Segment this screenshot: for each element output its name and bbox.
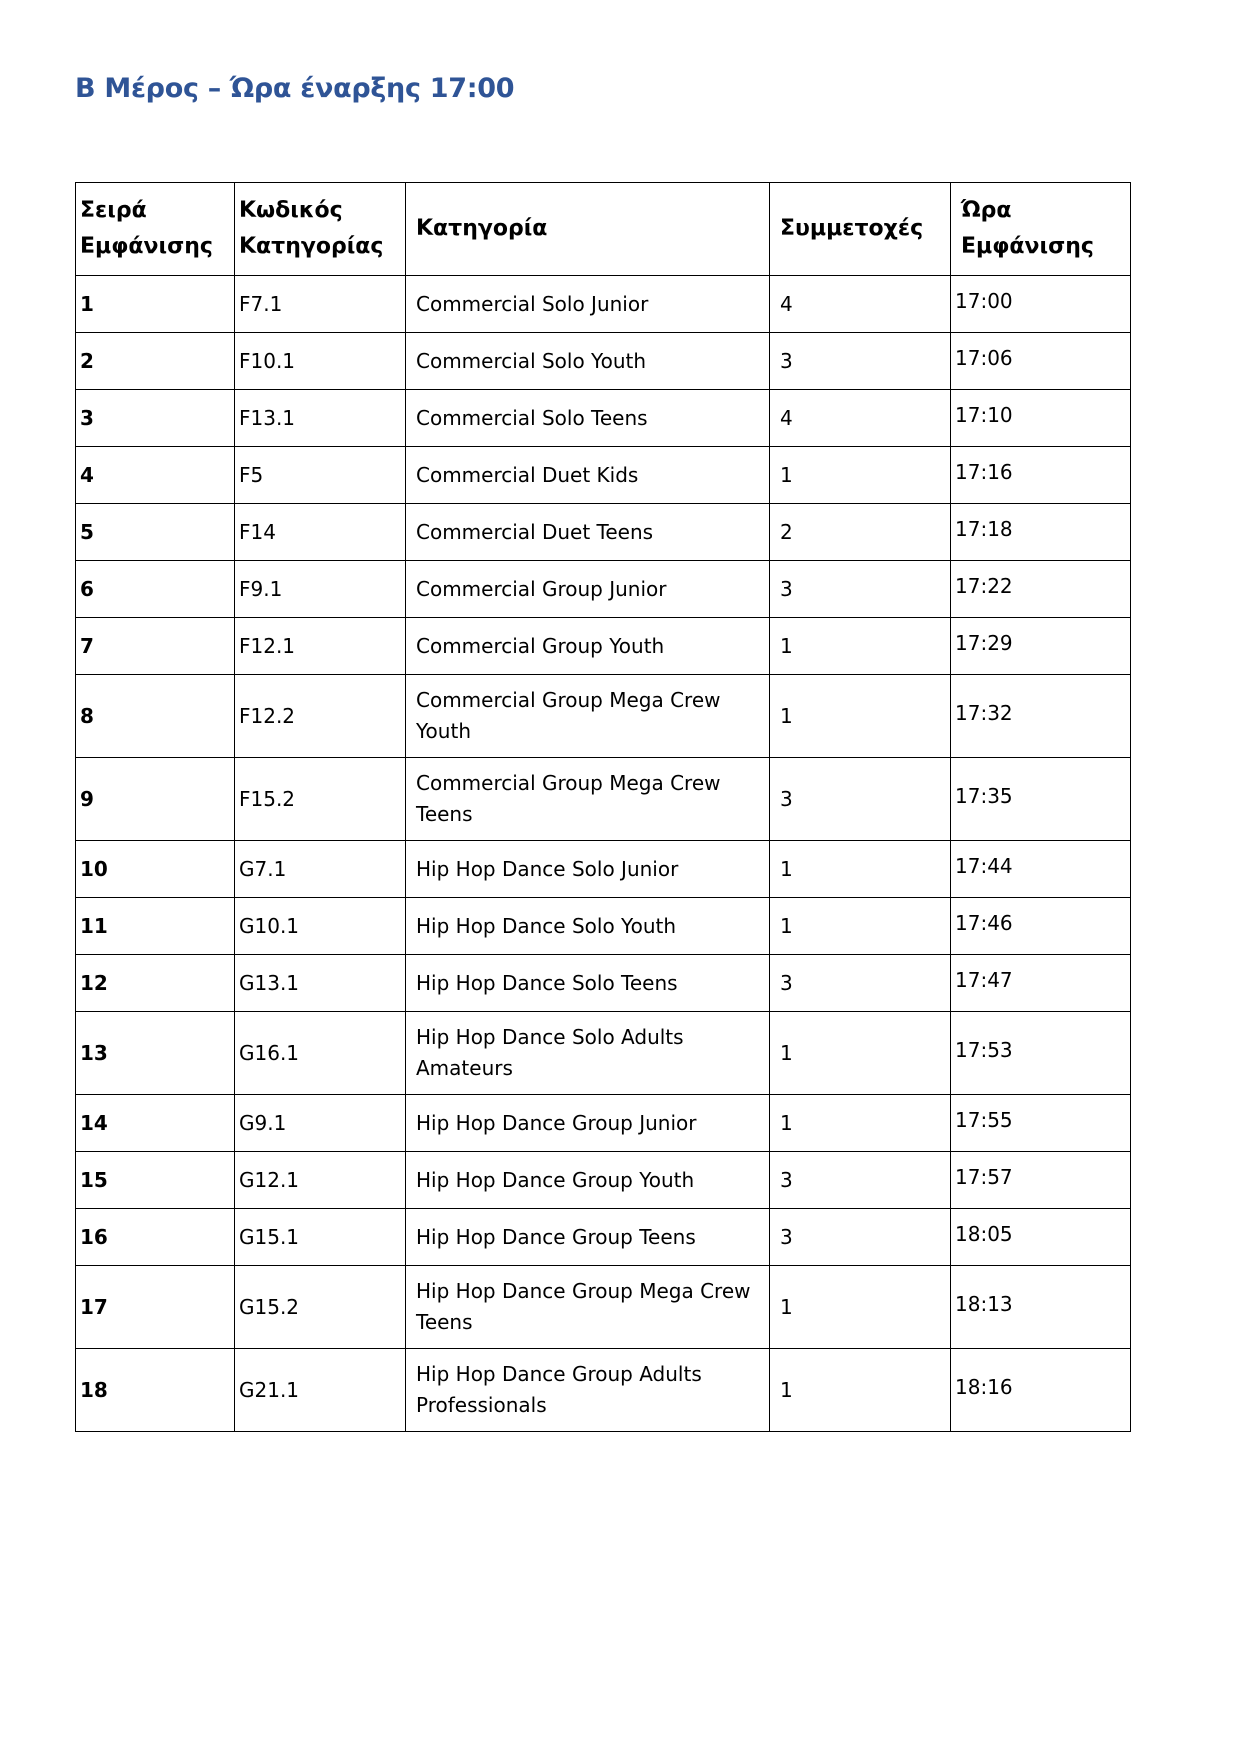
- participants-cell: 1: [770, 898, 951, 955]
- category-cell: Hip Hop Dance Solo Adults Amateurs: [406, 1012, 770, 1095]
- category-cell: Commercial Solo Junior: [406, 276, 770, 333]
- participants-cell: 1: [770, 1349, 951, 1432]
- time-value: 18:05: [955, 1221, 1013, 1246]
- category-cell: Hip Hop Dance Solo Junior: [406, 841, 770, 898]
- table-row: [76, 841, 1131, 898]
- time-cell: [951, 1209, 1131, 1266]
- time-cell: [951, 447, 1131, 504]
- table-row: [76, 758, 1131, 841]
- category-cell: Hip Hop Dance Group Adults Professionals: [406, 1349, 770, 1432]
- code-cell: G9.1: [235, 1095, 406, 1152]
- order-cell: 7: [76, 618, 235, 675]
- order-cell: 11: [76, 898, 235, 955]
- time-value: 17:35: [955, 783, 1013, 808]
- time-value: 17:57: [955, 1164, 1013, 1189]
- code-cell: F5: [235, 447, 406, 504]
- table-row: [76, 276, 1131, 333]
- code-cell: G21.1: [235, 1349, 406, 1432]
- time-value: 17:18: [955, 516, 1013, 541]
- time-header-line2: Εμφάνισης: [961, 234, 1094, 259]
- code-cell: G16.1: [235, 1012, 406, 1095]
- code-cell: F13.1: [235, 390, 406, 447]
- order-cell: 8: [76, 675, 235, 758]
- time-cell: [951, 1349, 1131, 1432]
- participants-cell: 1: [770, 841, 951, 898]
- participants-cell: 1: [770, 1012, 951, 1095]
- category-cell: Commercial Group Junior: [406, 561, 770, 618]
- code-header-line2: Κατηγορίας: [239, 234, 384, 259]
- participants-cell: 2: [770, 504, 951, 561]
- category-cell: Commercial Solo Teens: [406, 390, 770, 447]
- table-row: [76, 1349, 1131, 1432]
- time-value: 17:47: [955, 967, 1013, 992]
- time-cell: [951, 561, 1131, 618]
- code-cell: F14: [235, 504, 406, 561]
- time-value: 17:06: [955, 345, 1013, 370]
- participants-cell: 3: [770, 1209, 951, 1266]
- category-cell: Hip Hop Dance Solo Teens: [406, 955, 770, 1012]
- time-cell: [951, 841, 1131, 898]
- table-row: [76, 390, 1131, 447]
- order-cell: 14: [76, 1095, 235, 1152]
- table-row: [76, 955, 1131, 1012]
- participants-cell: 4: [770, 276, 951, 333]
- code-cell: F7.1: [235, 276, 406, 333]
- code-header: [235, 183, 406, 276]
- code-cell: G10.1: [235, 898, 406, 955]
- time-value: 17:32: [955, 700, 1013, 725]
- order-cell: 16: [76, 1209, 235, 1266]
- time-cell: [951, 276, 1131, 333]
- table-row: [76, 504, 1131, 561]
- code-header-line1: Κωδικός: [239, 198, 343, 223]
- time-value: 18:13: [955, 1291, 1013, 1316]
- table-row: [76, 1209, 1131, 1266]
- header-row: [76, 183, 1131, 276]
- time-value: 17:22: [955, 573, 1013, 598]
- time-cell: [951, 390, 1131, 447]
- order-cell: 1: [76, 276, 235, 333]
- time-cell: [951, 758, 1131, 841]
- code-cell: G12.1: [235, 1152, 406, 1209]
- time-header: [951, 183, 1131, 276]
- table-row: [76, 447, 1131, 504]
- time-cell: [951, 898, 1131, 955]
- category-header: Κατηγορία: [406, 183, 770, 276]
- category-cell: Commercial Duet Kids: [406, 447, 770, 504]
- table-row: [76, 618, 1131, 675]
- participants-cell: 1: [770, 618, 951, 675]
- order-header: [76, 183, 235, 276]
- time-value: 17:44: [955, 853, 1013, 878]
- table-row: [76, 561, 1131, 618]
- time-cell: [951, 1095, 1131, 1152]
- participants-cell: 1: [770, 1095, 951, 1152]
- time-cell: [951, 675, 1131, 758]
- order-cell: 12: [76, 955, 235, 1012]
- code-cell: G7.1: [235, 841, 406, 898]
- time-cell: [951, 504, 1131, 561]
- time-cell: [951, 955, 1131, 1012]
- participants-cell: 3: [770, 1152, 951, 1209]
- time-value: 17:53: [955, 1037, 1013, 1062]
- time-cell: [951, 333, 1131, 390]
- code-cell: F15.2: [235, 758, 406, 841]
- time-cell: [951, 1012, 1131, 1095]
- table-row: [76, 1012, 1131, 1095]
- page-title: Β Μέρος – Ώρα έναρξης 17:00: [75, 73, 515, 104]
- time-value: 17:16: [955, 459, 1013, 484]
- category-cell: Commercial Group Youth: [406, 618, 770, 675]
- schedule-body: [76, 276, 1131, 1432]
- order-cell: 18: [76, 1349, 235, 1432]
- category-cell: Commercial Group Mega Crew Teens: [406, 758, 770, 841]
- category-cell: Hip Hop Dance Group Youth: [406, 1152, 770, 1209]
- time-value: 17:29: [955, 630, 1013, 655]
- code-cell: F12.2: [235, 675, 406, 758]
- table-row: [76, 1152, 1131, 1209]
- code-cell: G15.1: [235, 1209, 406, 1266]
- order-cell: 2: [76, 333, 235, 390]
- participants-cell: 1: [770, 447, 951, 504]
- participants-cell: 4: [770, 390, 951, 447]
- order-cell: 3: [76, 390, 235, 447]
- category-cell: Hip Hop Dance Group Junior: [406, 1095, 770, 1152]
- order-cell: 9: [76, 758, 235, 841]
- participants-cell: 3: [770, 758, 951, 841]
- order-cell: 15: [76, 1152, 235, 1209]
- time-value: 18:16: [955, 1374, 1013, 1399]
- category-cell: Hip Hop Dance Group Teens: [406, 1209, 770, 1266]
- order-cell: 17: [76, 1266, 235, 1349]
- time-value: 17:10: [955, 402, 1013, 427]
- time-value: 17:55: [955, 1107, 1013, 1132]
- order-cell: 13: [76, 1012, 235, 1095]
- order-header-line2: Εμφάνισης: [80, 234, 213, 259]
- category-cell: Commercial Duet Teens: [406, 504, 770, 561]
- participants-cell: 3: [770, 955, 951, 1012]
- category-cell: Hip Hop Dance Group Mega Crew Teens: [406, 1266, 770, 1349]
- participants-cell: 1: [770, 1266, 951, 1349]
- table-row: [76, 675, 1131, 758]
- time-header-line1: Ώρα: [961, 198, 1012, 223]
- code-cell: F9.1: [235, 561, 406, 618]
- table-row: [76, 333, 1131, 390]
- code-cell: F12.1: [235, 618, 406, 675]
- time-value: 17:46: [955, 910, 1013, 935]
- participants-cell: 3: [770, 561, 951, 618]
- participants-header: Συμμετοχές: [770, 183, 951, 276]
- time-cell: [951, 1152, 1131, 1209]
- order-cell: 10: [76, 841, 235, 898]
- table-row: [76, 1095, 1131, 1152]
- time-cell: [951, 618, 1131, 675]
- participants-cell: 1: [770, 675, 951, 758]
- category-cell: Commercial Solo Youth: [406, 333, 770, 390]
- time-cell: [951, 1266, 1131, 1349]
- order-header-line1: Σειρά: [80, 198, 147, 223]
- code-cell: G13.1: [235, 955, 406, 1012]
- schedule-table: [75, 182, 1131, 1432]
- order-cell: 6: [76, 561, 235, 618]
- order-cell: 5: [76, 504, 235, 561]
- participants-cell: 3: [770, 333, 951, 390]
- time-value: 17:00: [955, 288, 1013, 313]
- category-cell: Commercial Group Mega Crew Youth: [406, 675, 770, 758]
- code-cell: G15.2: [235, 1266, 406, 1349]
- code-cell: F10.1: [235, 333, 406, 390]
- table-row: [76, 1266, 1131, 1349]
- table-row: [76, 898, 1131, 955]
- order-cell: 4: [76, 447, 235, 504]
- category-cell: Hip Hop Dance Solo Youth: [406, 898, 770, 955]
